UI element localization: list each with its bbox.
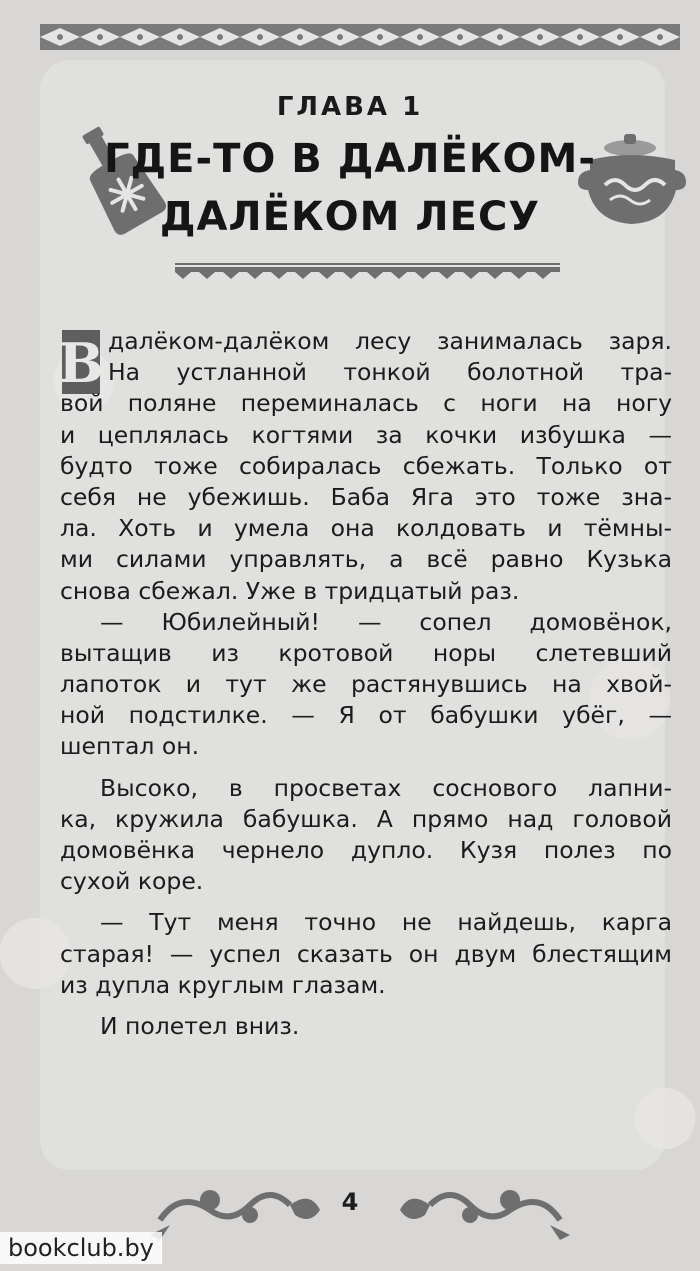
text-line: На устланной тонкой болотной тра-: [108, 358, 672, 387]
text-line: Высоко, в просветах соснового лапни-: [100, 773, 672, 802]
text-line: из дупла круглым глазам.: [60, 970, 386, 999]
text-line: вытащив из кротовой норы слетевший: [60, 638, 672, 667]
text-line: ка, кружила бабушка. А прямо над головой: [60, 804, 672, 833]
text-line: сухой коре.: [60, 867, 204, 896]
chapter-label: ГЛАВА 1: [276, 92, 424, 122]
text-line: старая! — успел сказать он двум блестящим: [60, 939, 672, 968]
text-line: снова сбежал. Уже в тридцатый раз.: [60, 576, 520, 605]
title-divider: [175, 255, 560, 279]
text-line: — Юбилейный! — сопел домовёнок,: [100, 607, 672, 636]
text-line: и цеплялась когтями за кочки избушка —: [60, 420, 672, 449]
text-line: ми силами управлять, а всё равно Кузька: [60, 545, 672, 574]
chapter-title-line-1: ГДЕ-ТО В ДАЛЁКОМ-: [104, 136, 596, 182]
text-line: — Тут меня точно не найдешь, карга: [100, 908, 672, 937]
chapter-title: [0, 130, 700, 246]
text-line: далёком-далёком лесу занималась заря.: [108, 327, 672, 355]
text-line: будто тоже собиралась сбежать. Только от: [60, 451, 672, 480]
text-line: шептал он.: [60, 732, 200, 761]
swirl-ornament-right-icon: [390, 1170, 570, 1240]
text-line: вой поляне переминалась с ноги на ногу: [60, 389, 672, 418]
text-line: И полетел вниз.: [100, 1011, 300, 1040]
svg-text:В: В: [58, 331, 104, 395]
text-line: ла. Хоть и умела она колдовать и тёмны-: [60, 514, 672, 543]
text-line: себя не убежишь. Баба Яга это тоже зна-: [60, 482, 672, 511]
page-number: 4: [341, 1188, 359, 1216]
watermark: bookclub.by: [0, 1232, 162, 1264]
body-text: [60, 326, 672, 1042]
text-line: домовёнка чернело дупло. Кузя полез по: [60, 836, 672, 864]
swirl-ornament-left-icon: [150, 1170, 330, 1240]
text-line: лапоток и тут же растянувшись на хвой-: [60, 670, 672, 699]
text-line: ной подстилке. — Я от бабушки убёг, —: [60, 701, 672, 730]
chapter-title-line-2: ДАЛЁКОМ ЛЕСУ: [159, 194, 541, 240]
top-ornament-border: [40, 18, 680, 56]
